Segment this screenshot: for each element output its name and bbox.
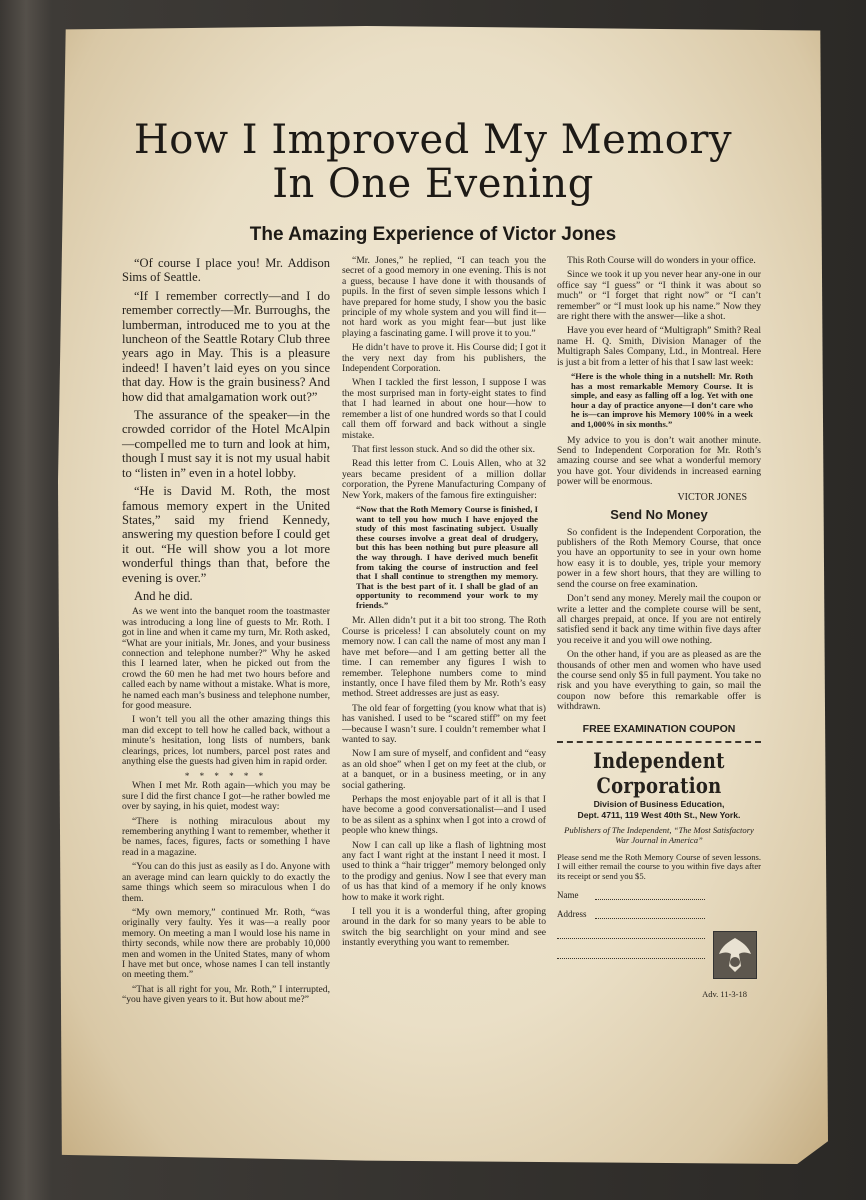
advertisement-code: Adv. 11-3-18: [702, 988, 747, 999]
address-line-3[interactable]: [557, 949, 705, 959]
paragraph: The old fear of forgetting (you know what that is) has vanished. I used to be “scared stiff” on my feet—because I wasn’t sure. I couldn’t remember what I wanted to say.: [342, 702, 546, 745]
signature: VICTOR JONES: [677, 491, 747, 503]
paragraph: The assurance of the speaker—in the crowded corridor of the Hotel McAlpin—compelled me to turn and look at him, though I must say it is not my usual habit to “listen in” even in a hotel lobby.: [122, 408, 330, 480]
corporation-division: Division of Business Education,: [593, 798, 725, 809]
paragraph: And he did.: [134, 588, 193, 603]
paragraph: When I met Mr. Roth again—which you may be sure I did the first chance I got—he rather bowled me over by saying, in his quiet, modest way:: [122, 780, 330, 813]
publishers-line: Publishers of The Independent, “The Most Satisfactory War Journal in America”: [564, 824, 754, 845]
paragraph: Perhaps the most enjoyable part of it all is that I have become a good conversationalist—and I used to be as silent as a sphinx when I got into a crowd of people who knew things.: [342, 793, 546, 837]
address-line-2[interactable]: [557, 929, 705, 939]
headline: [60, 118, 806, 206]
send-no-money-heading: Send No Money: [610, 506, 708, 522]
address-line[interactable]: [595, 909, 705, 919]
name-field[interactable]: [557, 890, 761, 900]
paragraph: When I tackled the first lesson, I suppose I was the most surprised man in forty-eight states to find that I had learned in about one hour—how to remember a list of one hundred words so that I could call them off forward and back without a single mistake.: [342, 377, 546, 441]
paragraph: “He is David M. Roth, the most famous memory expert in the United States,” said my friend Kennedy, answering my question before I could get it out. “He will show you a lot more wonderful things than that, before the evening is over.”: [122, 484, 330, 585]
coupon-form: [557, 853, 761, 1003]
paragraph: “You can do this just as easily as I do. Anyone with an average mind can learn quickly to do exactly the same things which seem so miraculous when I do them.: [122, 861, 330, 904]
address-field[interactable]: [557, 909, 761, 919]
headline-line-1: How I Improved My Memory: [133, 117, 733, 163]
name-label: Name: [557, 890, 579, 901]
name-line[interactable]: [595, 890, 705, 900]
paragraph: As we went into the banquet room the toastmaster was introducing a long line of guests to Mr. Roth. I got in line and when it came my turn, Mr. Roth asked, “What are your initials, Mr. Jones, and your business connection and telephone number?” Why he asked this I learned later, when he picked out from the crowd the 60 men he had met two hours before and called each by name without a mistake. What is more, he named each man’s business and telephone number, for good measure.: [122, 606, 330, 711]
paragraph: “Of course I place you! Mr. Addison Sims of Seattle.: [122, 256, 330, 285]
paragraph: Read this letter from C. Louis Allen, who at 32 years became president of a million dollar corporation, the Pyrene Manufacturing Company of New York, makers of the famous fire extinguisher:: [342, 458, 546, 501]
subheadline: The Amazing Experience of Victor Jones: [249, 224, 617, 245]
paragraph: “There is nothing miraculous about my remembering anything I want to remember, whether it be names, faces, figures, facts or something I have read in a magazine.: [122, 815, 330, 858]
eagle-emblem-icon: [713, 931, 757, 979]
paragraph: Have you ever heard of “Multigraph” Smith? Real name H. Q. Smith, Division Manager of the Multigraph Sales Company, Ltd., in Montreal. Here is just a bit from a letter of his that I saw last week:: [557, 325, 761, 368]
headline-line-2: In One Evening: [272, 161, 594, 207]
paragraph: Now I can call up like a flash of lightning most any fact I want right at the instant I need it most. I used to think a “hair trigger” memory belonged only to the prodigy and genius. Now I see that every man of us has that kind of a memory if he only knows how to make it work right.: [342, 839, 546, 903]
paragraph: Now I am sure of myself, and confident and “easy as an old shoe” when I get on my feet at the club, or at a banquet, or in a business meeting, or in any social gathering.: [342, 748, 546, 791]
paragraph: I won’t tell you all the other amazing things this man did except to tell how he called back, without a minute’s hesitation, long lists of numbers, bank clearings, prices, lot numbers, parcel post rates and anything else the guests had given him in rapid order.: [122, 714, 330, 768]
column-2: [342, 256, 546, 953]
corporation-address: Dept. 4711, 119 West 40th St., New York.: [577, 809, 741, 820]
smith-letter-quote: “Here is the whole thing in a nutshell: Mr. Roth has a most remarkable Memory Course. It is simple, and easy as falling off a log. Yet with one hour a day of practice anyone—I don’t care who he is—can improve his Memory 100% in a week and 1,000% in six months.”: [571, 371, 753, 430]
paragraph: Mr. Allen didn’t put it a bit too strong. The Roth Course is priceless! I can absolutely count on my memory now. I can call the name of most any man I have met before—and I am getting better all the time. I can remember any figures I wish to remember. Telephone numbers come to mind instantly, once I have filed them by Mr. Roth’s easy method. Street addresses are just as easy.: [342, 615, 546, 700]
paragraph: “If I remember correctly—and I do remember correctly—Mr. Burroughs, the lumberman, introduced me to you at the luncheon of the Seattle Rotary Club three years ago in May. This is a pleasure indeed! I haven’t laid eyes on you since that day. How is the grain business? And how did that amalgamation work out?”: [122, 288, 330, 404]
address-label: Address: [557, 909, 587, 920]
corporation-name: Independent Corporation: [593, 748, 725, 799]
coupon-title: FREE EXAMINATION COUPON: [582, 722, 736, 735]
coupon-body: Please send me the Roth Memory Course of seven lessons. I will either remail the course to you within five days after its receipt or send you $5.: [557, 851, 761, 881]
paragraph: He didn’t have to prove it. His Course did; I got it the very next day from his publishers, the Independent Corporation.: [342, 342, 546, 375]
paragraph: On the other hand, if you are as pleased as are the thousands of other men and women who have used the course send only $5 in full payment. You take no risk and you have everything to gain, so mail the coupon now before this remarkable offer is withdrawn.: [557, 649, 761, 713]
column-1: [122, 256, 330, 1010]
paragraph: Don’t send any money. Merely mail the coupon or write a letter and the complete course will be sent, all charges prepaid, at once. If you are not entirely satisfied send it back any time within five days after you receive it and you will owe nothing.: [557, 593, 761, 646]
paragraph: Since we took it up you never hear any-one in our office say “I guess” or “I think it was about so much” or “I forget that right now” or “I can’t remember” or “I must look up his name.” Now they are right there with the answer—like a shot.: [557, 269, 761, 323]
paragraph: I tell you it is a wonderful thing, after groping around in the dark for so many years to be able to switch the big searchlight on your mind and see instantly everything you want to remember.: [342, 906, 546, 949]
paragraph: This Roth Course will do wonders in your office.: [567, 255, 756, 266]
column-3: [557, 256, 761, 1003]
free-examination-coupon[interactable]: [557, 741, 761, 1003]
section-divider: * * * * * *: [184, 771, 268, 782]
allen-letter-quote: “Now that the Roth Memory Course is finished, I want to tell you how much I have enjoyed the study of this most fascinating subject. Usually these courses involve a great deal of drudgery, but this has been nothing but pure pleasure all the way through. I have derived much benefit from taking the course of instruction and feel that I shall continue to strengthen my memory. That is the best part of it. I shall be glad of an opportunity to recommend your work to my friends.”: [356, 503, 538, 610]
paragraph: “Mr. Jones,” he replied, “I can teach you the secret of a good memory in one evening. This is not a guess, because I have done it with thousands of pupils. In the first of seven simple lessons which I have prepared for home study, I show you the basic principle of my whole system and you will find it—not hard work as you might fear—but just like playing a fascinating game. I will prove it to you.”: [342, 255, 546, 339]
paragraph: “My own memory,” continued Mr. Roth, “was originally very faulty. Yes it was—a really poor memory. On meeting a man I would lose his name in thirty seconds, while now there are probably 10,000 men and women in the United States, many of whom I have met but once, whose names I can tell instantly on meeting them.”: [122, 906, 330, 981]
paragraph: “That is all right for you, Mr. Roth,” I interrupted, “you have given years to it. But how about me?”: [122, 983, 330, 1006]
paragraph: That first lesson stuck. And so did the other six.: [352, 443, 536, 455]
paragraph: My advice to you is don’t wait another minute. Send to Independent Corporation for Mr. Roth’s amazing course and see what a wonderful memory you have got. Your dividends in increased earning power will be enormous.: [557, 434, 761, 488]
paragraph: So confident is the Independent Corporation, the publishers of the Roth Memory Course, that once you have an opportunity to see in your own home how easy it is to double, yes, triple your memory power in a few short hours, that they are willing to send the course on free examination.: [557, 526, 761, 590]
